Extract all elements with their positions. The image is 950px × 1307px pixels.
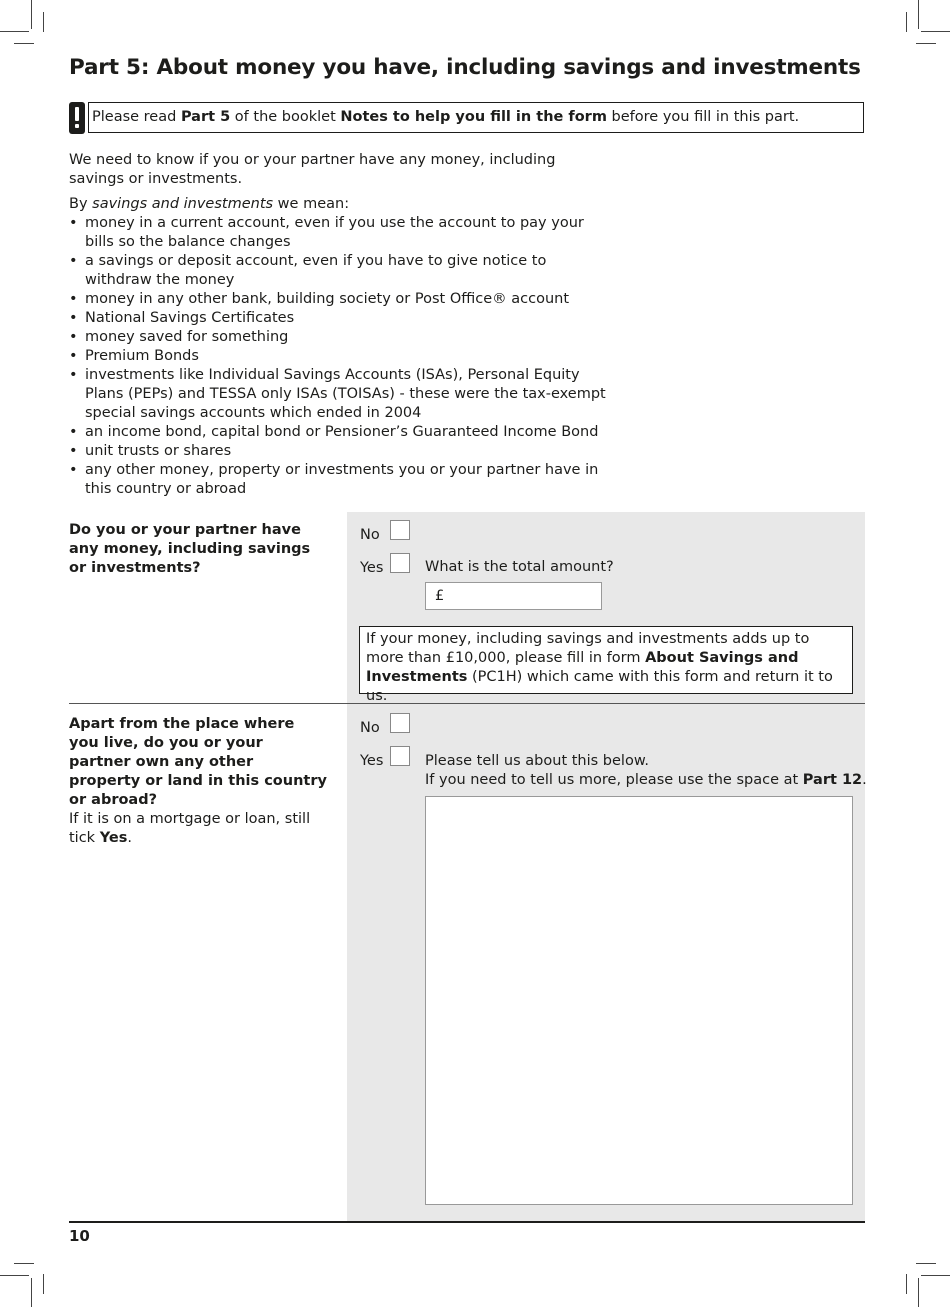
intro-text: By	[69, 196, 93, 212]
exclamation-icon	[69, 102, 85, 134]
q2-details-textarea[interactable]	[425, 796, 853, 1205]
crop-mark	[31, 0, 32, 29]
crop-mark	[14, 1263, 34, 1264]
list-item: • National Savings Certificates	[69, 309, 609, 328]
crop-mark	[921, 31, 950, 32]
crop-mark	[31, 1278, 32, 1307]
crop-mark	[916, 43, 936, 44]
q2-no-label: No	[360, 720, 380, 736]
page-title: Part 5: About money you have, including savings and investments	[69, 55, 861, 80]
q2-tell-text: .	[862, 772, 867, 788]
intro-text: we mean:	[273, 196, 350, 212]
q1-amount-input[interactable]	[425, 582, 602, 610]
list-item: • money in a current account, even if you use the account to pay your bills so the balance changes	[69, 214, 609, 252]
crop-mark	[921, 1275, 950, 1276]
savings-list	[69, 214, 609, 499]
crop-mark	[43, 12, 44, 32]
list-item: • an income bond, capital bond or Pensioner’s Guaranteed Income Bond	[69, 423, 609, 442]
currency-symbol: £	[435, 588, 445, 604]
q1-question: Do you or your partner have any money, including savings or investments?	[69, 522, 311, 576]
q2-note-emphasis: Yes	[99, 830, 128, 846]
q2-tell-line1: Please tell us about this below.	[425, 753, 649, 769]
crop-mark	[43, 1274, 44, 1294]
crop-mark	[918, 1278, 919, 1307]
q2-part-ref: Part 12	[802, 772, 863, 788]
q2-note: If it is on a mortgage or loan, still tick	[69, 811, 311, 846]
q1-label	[69, 521, 329, 578]
list-item: • unit trusts or shares	[69, 442, 609, 461]
list-item: • any other money, property or investments you or your partner have in this country or abroad	[69, 461, 609, 499]
footer-rule	[69, 1221, 865, 1223]
crop-mark	[918, 0, 919, 29]
page-number: 10	[69, 1227, 90, 1245]
notice-text: Please read	[92, 109, 181, 125]
info-form-name: About Savings and Investments	[366, 650, 799, 685]
info-text: (PC1H) which came with this form and return it to us.	[366, 669, 833, 704]
list-item: • investments like Individual Savings Accounts (ISAs), Personal Equity Plans (PEPs) and TESSA only ISAs (TOISAs) - these were the tax-exempt special savings accounts which ended in 2004	[69, 366, 609, 423]
q1-amount-label: What is the total amount?	[425, 559, 614, 575]
list-item: • money in any other bank, building society or Post Office® account	[69, 290, 609, 309]
q2-label	[69, 715, 329, 848]
q1-info-box	[359, 626, 853, 704]
crop-mark	[906, 1274, 907, 1294]
list-item: • Premium Bonds	[69, 347, 609, 366]
list-item: • money saved for something	[69, 328, 609, 347]
intro-emphasis: savings and investments	[92, 196, 274, 212]
q2-yes-label: Yes	[360, 753, 384, 769]
crop-mark	[0, 1275, 29, 1276]
info-text: If your money, including savings and investments adds up to more than £10,000, please fill in form	[366, 631, 810, 666]
q2-note: .	[127, 830, 132, 846]
intro-section	[69, 151, 609, 499]
q2-yes-checkbox[interactable]	[390, 746, 410, 766]
q1-yes-label: Yes	[360, 560, 384, 576]
list-item: • a savings or deposit account, even if you have to give notice to withdraw the money	[69, 252, 609, 290]
q2-no-checkbox[interactable]	[390, 713, 410, 733]
section-divider	[69, 703, 865, 704]
q2-question: Apart from the place where you live, do you or your partner own any other property or land in this country or abroad?	[69, 716, 327, 808]
q1-yes-checkbox[interactable]	[390, 553, 410, 573]
crop-mark	[14, 43, 34, 44]
q1-no-checkbox[interactable]	[390, 520, 410, 540]
notice-text: of the booklet	[230, 109, 341, 125]
q1-no-label: No	[360, 527, 380, 543]
crop-mark	[916, 1263, 936, 1264]
intro-definition	[69, 195, 609, 214]
notice-part-ref: Part 5	[180, 109, 231, 125]
intro-paragraph: We need to know if you or your partner have any money, including savings or investments.	[69, 152, 556, 187]
crop-mark	[0, 31, 29, 32]
notice-box	[88, 102, 864, 133]
notice-text: before you fill in this part.	[606, 109, 800, 125]
q2-tell-line2	[425, 771, 867, 790]
notice-booklet-ref: Notes to help you fill in the form	[340, 109, 607, 125]
q2-tell-text: If you need to tell us more, please use the space at	[425, 772, 803, 788]
crop-mark	[906, 12, 907, 32]
